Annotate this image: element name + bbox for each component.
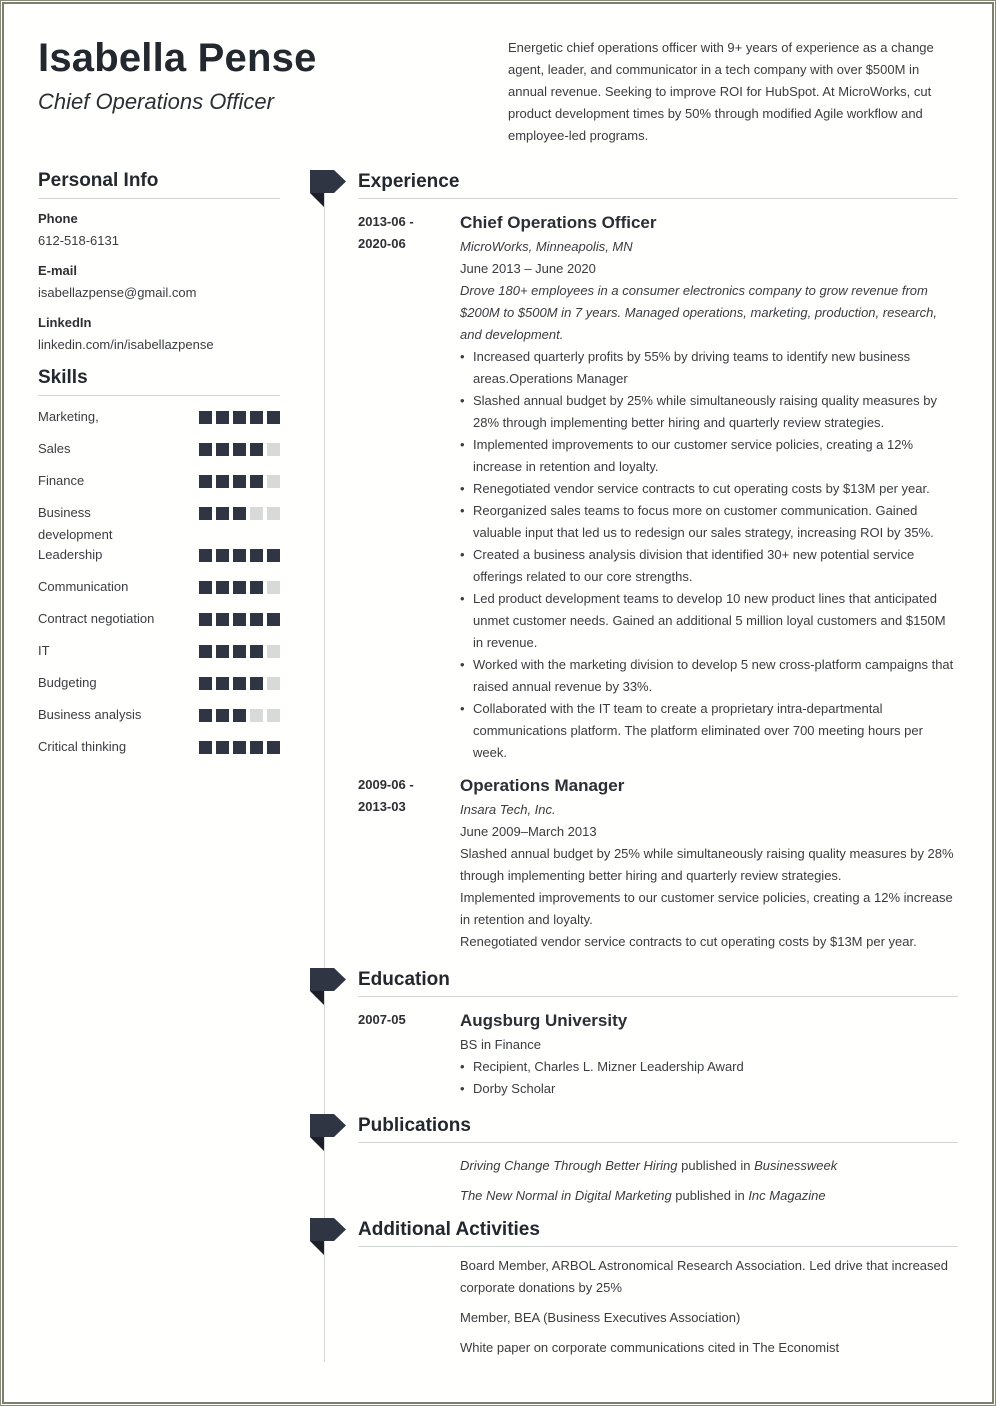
skill-row	[38, 610, 280, 642]
job-title: Chief Operations Officer	[460, 213, 657, 232]
education-entry	[358, 1009, 958, 1100]
job-line: Slashed annual budget by 25% while simultaneously raising quality measures by 28% through implementing better hiring and quarterly review strategies.	[460, 846, 954, 883]
skill-dot-filled-icon	[199, 411, 212, 424]
skill-dot-filled-icon	[267, 741, 280, 754]
skill-row	[38, 674, 280, 706]
publication-connector: published in	[671, 1188, 749, 1203]
job-bullet: • Implemented improvements to our customer service policies, creating a 12% increase in retention and loyalty.	[460, 434, 958, 478]
education-body	[460, 1009, 958, 1100]
degree: BS in Finance	[460, 1037, 541, 1052]
job-bullet: • Renegotiated vendor service contracts to cut operating costs by $13M per year.	[460, 478, 958, 500]
skill-name: Critical thinking	[38, 739, 127, 754]
publication-title: The New Normal in Digital Marketing	[460, 1188, 672, 1203]
skill-dot-empty-icon	[250, 507, 263, 520]
skill-level-meter	[199, 546, 280, 562]
skill-dot-filled-icon	[233, 475, 246, 488]
job-description: Drove 180+ employees in a consumer electronics company to grow revenue from $200M to $500M in 7 years. Managed operations, marketing, production, research, and development.	[460, 283, 937, 342]
skill-row	[38, 440, 280, 472]
skill-name: Business analysis	[38, 707, 142, 722]
publications-heading: Publications	[358, 1115, 958, 1143]
skill-level-meter	[199, 408, 280, 424]
skill-dot-filled-icon	[233, 613, 246, 626]
skill-dot-empty-icon	[267, 645, 280, 658]
skill-row	[38, 546, 280, 578]
job-line: Renegotiated vendor service contracts to cut operating costs by $13M per year.	[460, 934, 917, 949]
section-marker-icon	[310, 1114, 346, 1151]
personal-info-phone	[38, 211, 280, 249]
timeline-line	[324, 193, 325, 1362]
candidate-name: Isabella Pense	[38, 36, 317, 80]
skill-dot-filled-icon	[216, 709, 229, 722]
skill-dot-filled-icon	[216, 507, 229, 520]
job-bullet: • Reorganized sales teams to focus more on customer communication. Gained valuable input that led us to redesign our sales strategy, increasing ROI by 35%.	[460, 500, 958, 544]
skill-name: Business development	[38, 505, 113, 542]
skill-row	[38, 738, 280, 770]
job-period: June 2009–March 2013	[460, 824, 597, 839]
skill-level-meter	[199, 440, 280, 456]
skill-dot-filled-icon	[199, 677, 212, 690]
skill-dot-filled-icon	[216, 549, 229, 562]
job-body	[460, 211, 958, 764]
skill-name: Sales	[38, 441, 71, 456]
skill-dot-filled-icon	[199, 645, 212, 658]
skill-dot-filled-icon	[216, 645, 229, 658]
skill-dot-filled-icon	[233, 677, 246, 690]
skill-dot-filled-icon	[250, 613, 263, 626]
education-bullets	[460, 1056, 958, 1100]
education-bullet: • Recipient, Charles L. Mizner Leadership Award	[460, 1056, 958, 1078]
skill-row	[38, 642, 280, 674]
school-name: Augsburg University	[460, 1011, 628, 1030]
publication-venue: Inc Magazine	[748, 1188, 826, 1203]
publications-section	[358, 1115, 958, 1215]
skill-dot-filled-icon	[216, 741, 229, 754]
job-entry	[358, 774, 958, 953]
job-company: MicroWorks, Minneapolis, MN	[460, 239, 633, 254]
job-date-start: 2013-06 -	[358, 214, 414, 229]
section-marker-icon	[310, 968, 346, 1005]
publication-venue: Businessweek	[754, 1158, 838, 1173]
skill-name: Budgeting	[38, 675, 97, 690]
skill-dot-filled-icon	[233, 645, 246, 658]
skill-dot-filled-icon	[250, 443, 263, 456]
job-bullet: • Increased quarterly profits by 55% by driving teams to identify new business areas.Operations Manager	[460, 346, 958, 390]
job-bullet: • Created a business analysis division that identified 30+ new potential service offerings related to our core strengths.	[460, 544, 958, 588]
skill-name: IT	[38, 643, 50, 658]
job-bullet: • Worked with the marketing division to develop 5 new cross-platform campaigns that raised annual revenue by 33%.	[460, 654, 958, 698]
skill-dot-filled-icon	[250, 677, 263, 690]
education-heading: Education	[358, 969, 958, 997]
summary: Energetic chief operations officer with 9+ years of experience as a change agent, leader, and communicator in a tech company with over $500M in annual revenue. Seeking to improve ROI for HubSpot. At MicroWorks, cut product development times by 50% through modified Agile workflow and employee-led programs.	[508, 40, 934, 143]
skill-dot-filled-icon	[199, 549, 212, 562]
skill-dot-empty-icon	[250, 709, 263, 722]
skill-dot-filled-icon	[233, 549, 246, 562]
skill-level-meter	[199, 472, 280, 488]
phone-label: Phone	[38, 211, 78, 226]
skill-dot-filled-icon	[216, 475, 229, 488]
skill-dot-empty-icon	[267, 581, 280, 594]
job-body	[460, 774, 958, 953]
skill-dot-filled-icon	[216, 677, 229, 690]
skill-dot-filled-icon	[199, 741, 212, 754]
activities-heading: Additional Activities	[358, 1219, 958, 1247]
skills-list	[38, 408, 280, 770]
skill-name: Contract negotiation	[38, 611, 155, 626]
skill-dot-filled-icon	[216, 613, 229, 626]
skill-level-meter	[199, 674, 280, 690]
education-section	[358, 969, 958, 1100]
job-dates	[358, 211, 448, 255]
skill-dot-filled-icon	[216, 443, 229, 456]
job-dates	[358, 774, 448, 818]
phone-value: 612-518-6131	[38, 233, 119, 248]
skill-dot-filled-icon	[199, 709, 212, 722]
skill-dot-filled-icon	[250, 645, 263, 658]
skill-dot-filled-icon	[233, 443, 246, 456]
job-date-end: 2020-06	[358, 236, 406, 251]
section-marker-icon	[310, 170, 346, 207]
skill-dot-filled-icon	[216, 581, 229, 594]
skill-level-meter	[199, 738, 280, 754]
job-bullet: • Collaborated with the IT team to create a proprietary intra-departmental communications platform. The platform eliminated over 700 meeting hours per week.	[460, 698, 958, 764]
skill-row	[38, 706, 280, 738]
publication-connector: published in	[677, 1158, 755, 1173]
skill-dot-filled-icon	[199, 475, 212, 488]
personal-info-linkedin	[38, 315, 280, 353]
skill-level-meter	[199, 706, 280, 722]
skill-dot-filled-icon	[233, 411, 246, 424]
skill-row	[38, 408, 280, 440]
linkedin-value[interactable]: linkedin.com/in/isabellazpense	[38, 337, 214, 352]
job-entry	[358, 211, 958, 764]
skill-row	[38, 472, 280, 504]
experience-section	[358, 171, 958, 953]
skill-dot-filled-icon	[250, 581, 263, 594]
skill-dot-filled-icon	[233, 581, 246, 594]
skill-level-meter	[199, 610, 280, 626]
skill-row	[38, 504, 280, 546]
activity-item: Board Member, ARBOL Astronomical Research Association. Led drive that increased corporate donations by 25%	[460, 1258, 948, 1295]
personal-info-email	[38, 263, 280, 301]
job-title: Operations Manager	[460, 776, 625, 795]
skill-dot-filled-icon	[199, 581, 212, 594]
activity-item: Member, BEA (Business Executives Association)	[460, 1310, 741, 1325]
publication-item	[460, 1185, 958, 1207]
skill-dot-filled-icon	[233, 741, 246, 754]
personal-info-heading: Personal Info	[38, 170, 280, 199]
job-date-start: 2009-06 -	[358, 777, 414, 792]
publication-item	[460, 1155, 958, 1177]
skill-level-meter	[199, 504, 280, 520]
skill-dot-empty-icon	[267, 677, 280, 690]
skill-dot-empty-icon	[267, 507, 280, 520]
skill-dot-filled-icon	[199, 613, 212, 626]
job-bullets	[460, 346, 958, 764]
skill-dot-filled-icon	[233, 709, 246, 722]
email-value[interactable]: isabellazpense@gmail.com	[38, 285, 197, 300]
skill-dot-empty-icon	[267, 475, 280, 488]
experience-heading: Experience	[358, 171, 958, 199]
education-date: 2007-05	[358, 1012, 406, 1027]
skill-row	[38, 578, 280, 610]
linkedin-label: LinkedIn	[38, 315, 92, 330]
skill-dot-filled-icon	[250, 549, 263, 562]
job-period: June 2013 – June 2020	[460, 261, 596, 276]
skill-name: Communication	[38, 579, 129, 594]
skill-dot-filled-icon	[267, 411, 280, 424]
job-line: Implemented improvements to our customer service policies, creating a 12% increase in retention and loyalty.	[460, 890, 953, 927]
skill-dot-filled-icon	[267, 613, 280, 626]
job-date-end: 2013-03	[358, 799, 406, 814]
job-bullet: • Slashed annual budget by 25% while simultaneously raising quality measures by 28% through implementing better hiring and quarterly review strategies.	[460, 390, 958, 434]
activities-section	[358, 1219, 958, 1367]
skill-dot-empty-icon	[267, 709, 280, 722]
publication-title: Driving Change Through Better Hiring	[460, 1158, 678, 1173]
left-column	[38, 170, 280, 770]
skill-level-meter	[199, 578, 280, 594]
skill-dot-empty-icon	[267, 443, 280, 456]
skill-name: Finance	[38, 473, 85, 488]
skill-dot-filled-icon	[233, 507, 246, 520]
skill-dot-filled-icon	[250, 475, 263, 488]
job-company: Insara Tech, Inc.	[460, 802, 556, 817]
skill-dot-filled-icon	[199, 507, 212, 520]
email-label: E-mail	[38, 263, 78, 278]
section-marker-icon	[310, 1218, 346, 1255]
skill-dot-filled-icon	[250, 741, 263, 754]
job-bullet: • Led product development teams to develop 10 new product lines that anticipated unmet customer needs. Gained an additional 5 million loyal customers and $150M in revenue.	[460, 588, 958, 654]
candidate-title: Chief Operations Officer	[38, 89, 274, 114]
skill-dot-filled-icon	[216, 411, 229, 424]
education-bullet: • Dorby Scholar	[460, 1078, 958, 1100]
skill-name: Marketing,	[38, 409, 99, 424]
skill-dot-filled-icon	[250, 411, 263, 424]
activity-item: White paper on corporate communications cited in The Economist	[460, 1340, 840, 1355]
skill-dot-filled-icon	[267, 549, 280, 562]
skill-dot-filled-icon	[199, 443, 212, 456]
skill-name: Leadership	[38, 547, 103, 562]
skill-level-meter	[199, 642, 280, 658]
skills-heading: Skills	[38, 367, 280, 396]
